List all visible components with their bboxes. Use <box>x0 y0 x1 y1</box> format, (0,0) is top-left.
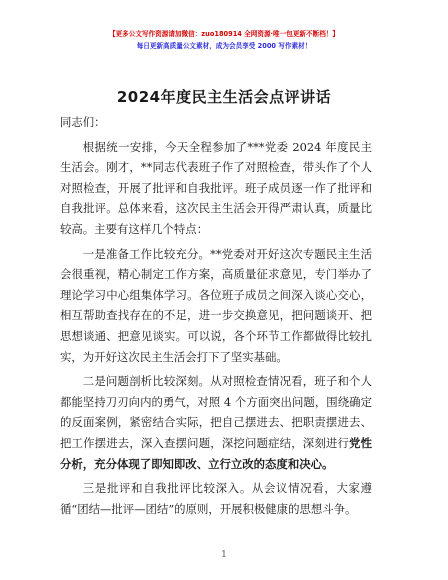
page-number: 1 <box>221 550 227 560</box>
document-title: 2024年度民主生活会点评讲话 <box>116 88 332 106</box>
banner-line-2: 每日更新高质量公文素材，成为会员享受 2000 写作素材！ <box>136 42 312 50</box>
header-banner <box>0 28 448 52</box>
document-body <box>60 112 372 523</box>
paragraph-3-text: 二是问题剖析比较深刻。从对照检查情况看，班子和个人都能坚持刀刃向内的勇气，对照 4 个方面突出问题，围绕确定的反面案例，紧密结合实际，把自己摆进去、把职责摆进去、把工作摆进去，深入查摆问题，深挖问题症结，深刻进行 <box>60 374 372 450</box>
paragraph-3-bold: 党性分析，充分体现了即知即改、立行立改的态度和决心。 <box>60 435 372 471</box>
paragraph-1: 根据统一安排，今天全程参加了***党委 2024 年度民主生活会。刚才，**同志代表班子作了对照检查，带头作了个人对照检查，开展了批评和自我批评。班子成员逐一作了批评和自我批评。总体来看，这次民主生活会开得严肃认真，质量比较高。主要有这样几个特点： <box>60 139 372 236</box>
paragraph-4: 三是批评和自我批评比较深入。从会议情况看，大家遵循“团结—批评—团结”的原则，开展积极健康的思想斗争。 <box>60 481 372 516</box>
paragraph-2: 一是准备工作比较充分。**党委对开好这次专题民主生活会很重视，精心制定工作方案，高质量征求意见，专门举办了理论学习中心组集体学习。各位班子成员之间深入谈心交心，相互帮助查找存在的不足，进一步交换意见，把问题谈开、把思想谈通、把意见谈实。可以说，各个环节工作都做得比较扎实，为开好这次民主生活会打下了坚实基础。 <box>60 246 372 364</box>
banner-line-1: 【更多公文写作资源请加微信：zuo180914 全网资源·唯一包更新不断档！】 <box>108 30 339 38</box>
salutation: 同志们： <box>60 115 106 129</box>
paragraph-3 <box>60 371 372 474</box>
